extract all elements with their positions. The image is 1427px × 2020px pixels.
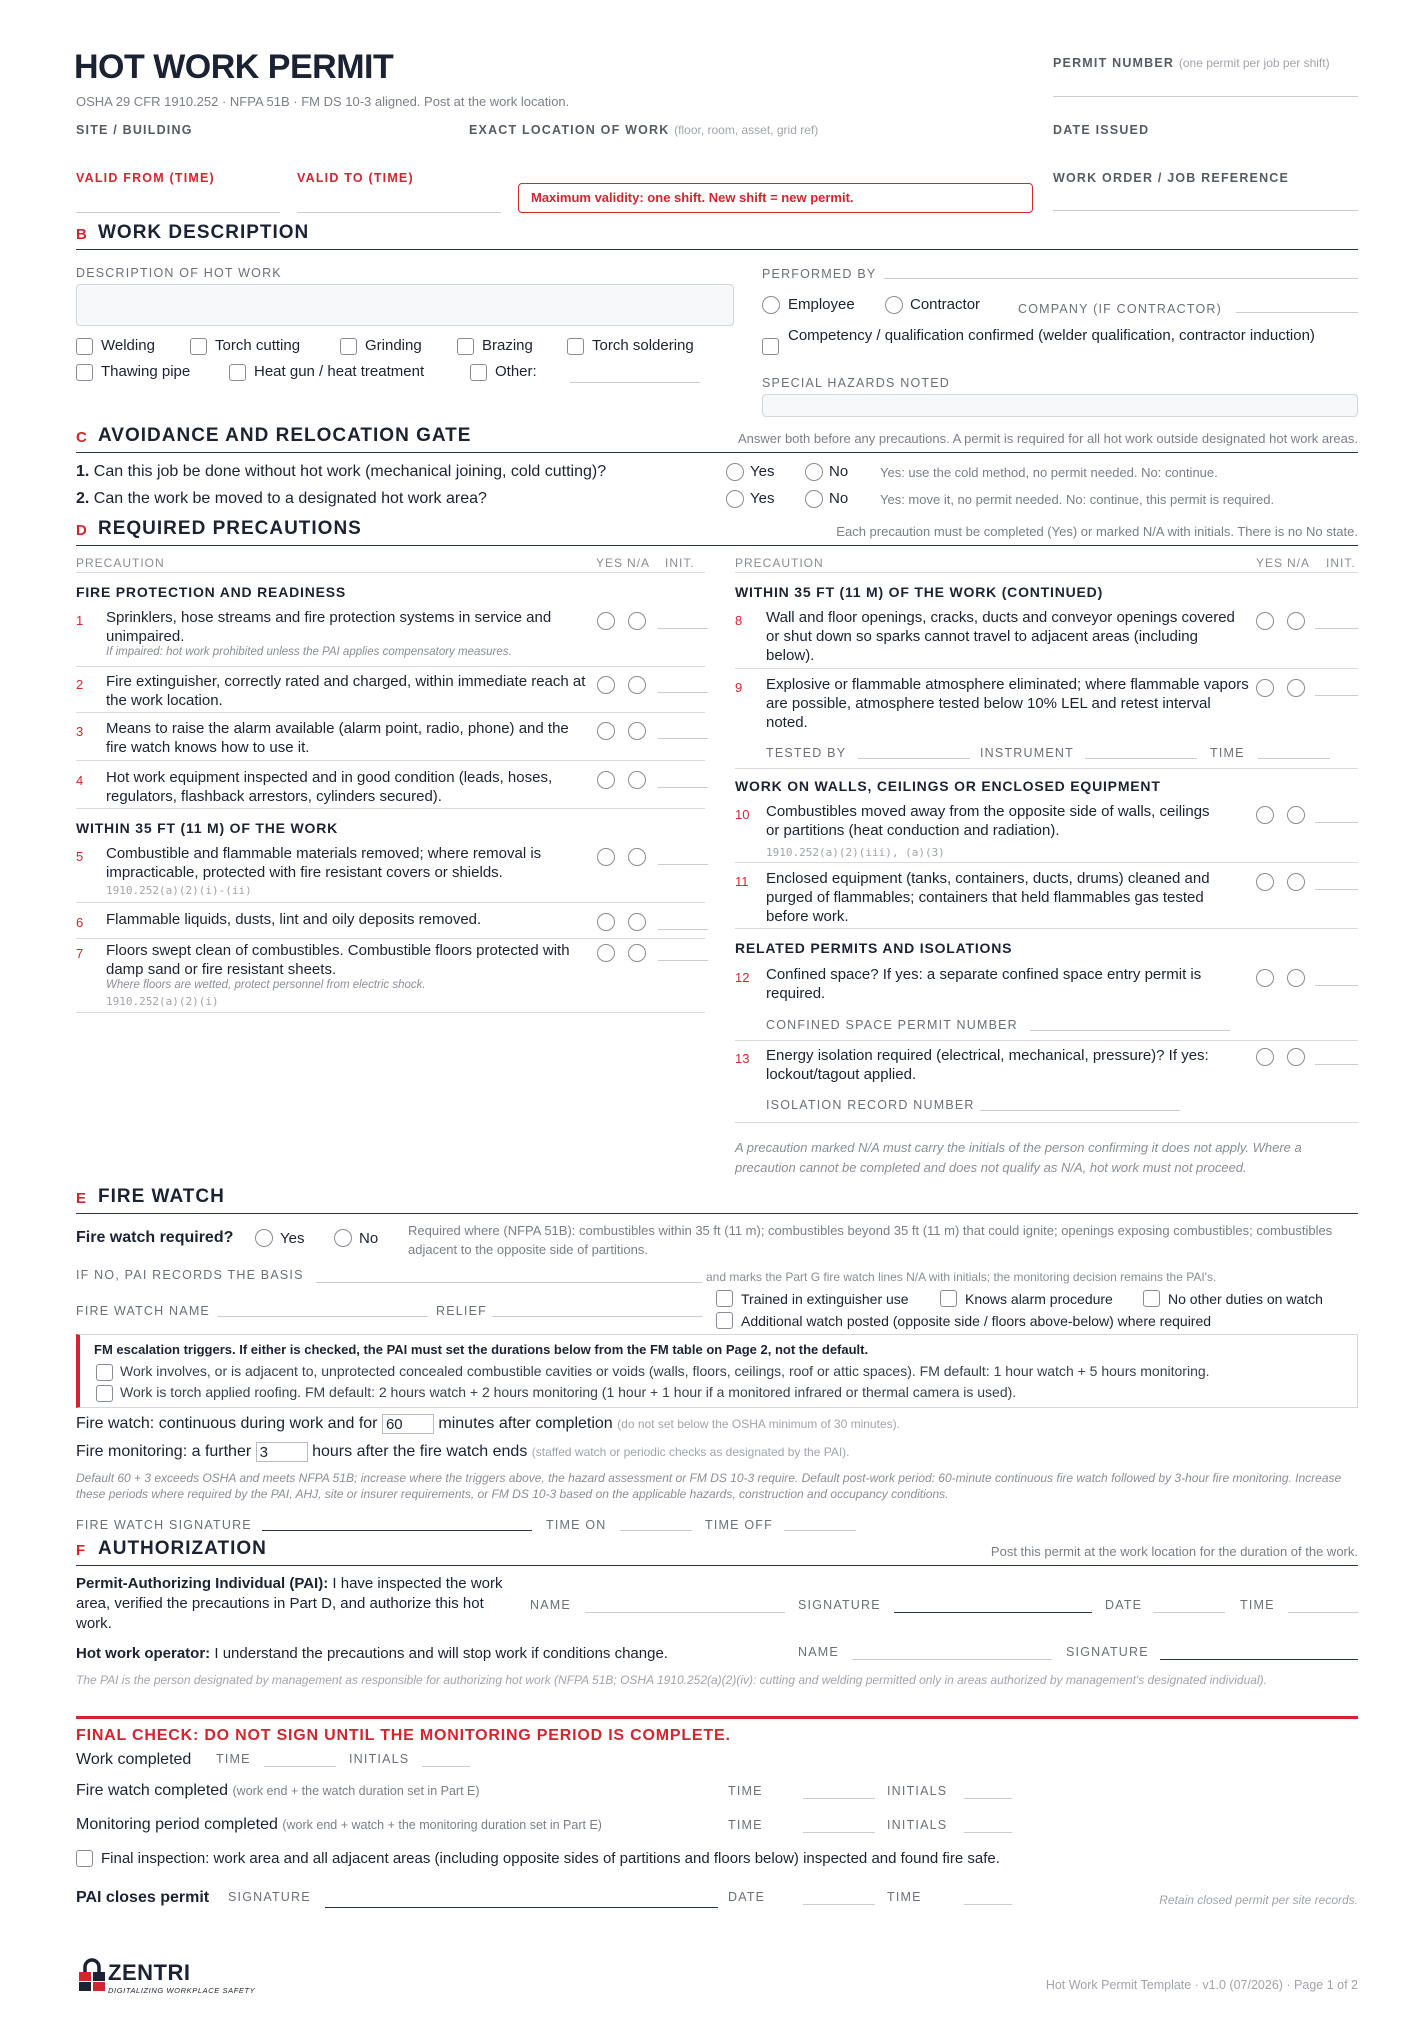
item-9-initials[interactable]: [1315, 695, 1358, 696]
type-other-label: Other:: [495, 363, 537, 380]
operator-signature-field[interactable]: [1160, 1659, 1358, 1660]
type-other-field[interactable]: [570, 382, 700, 383]
section-f-header: F AUTHORIZATION Post this permit at the work location for the duration of the work.: [76, 1536, 1358, 1566]
page-title: HOT WORK PERMIT: [74, 48, 394, 86]
item-11-text: Enclosed equipment (tanks, containers, ducts, drums) cleaned and purged of flammables; containers that held flammables gas tested before work.: [766, 870, 1210, 925]
q2-no-radio[interactable]: [805, 490, 823, 508]
work-completed-initials-field[interactable]: [422, 1766, 470, 1767]
precautions-footer-note: A precaution marked N/A must carry the initials of the person confirming it does not apply. Where a precaution cannot be completed and does not qualify as N/A, hot work must not proceed.: [735, 1140, 1302, 1175]
item-4-initials[interactable]: [658, 787, 708, 788]
permit-number-field[interactable]: [1053, 96, 1358, 97]
item-6-yes-radio[interactable]: [597, 913, 615, 931]
test-time-label: TIME: [1210, 746, 1245, 760]
q1-note: Yes: use the cold method, no permit needed. No: continue.: [880, 465, 1218, 480]
item-4-yes-radio[interactable]: [597, 771, 615, 789]
item-3-number: 3: [76, 724, 84, 739]
monitoring-completed-time-field[interactable]: [803, 1832, 875, 1833]
employee-label: Employee: [788, 296, 855, 313]
item-4-number: 4: [76, 773, 84, 788]
zentri-logo: [78, 1958, 278, 2000]
fm-escalation-box: [76, 1334, 1358, 1408]
employee-radio[interactable]: [762, 296, 780, 314]
item-3-na-radio[interactable]: [628, 722, 646, 740]
gate-question-1: 1. Can this job be done without hot work (mechanical joining, cold cutting)?: [76, 463, 607, 480]
work-completed-time-label: TIME: [216, 1752, 251, 1766]
q1-yes-label: Yes: [750, 463, 775, 480]
isolation-field[interactable]: [980, 1110, 1180, 1111]
page-info: Hot Work Permit Template · v1.0 (07/2026) · Page 1 of 2: [1045, 1978, 1358, 1992]
item-5-initials[interactable]: [658, 864, 708, 865]
valid-from-field[interactable]: [76, 212, 280, 213]
default-durations-note: Default 60 + 3 exceeds OSHA and meets NFPA 51B; increase where the triggers above, the hazard assessment or FM DS 10-3 require. Default post-work period: 60-minute continuous fire watch followed by 3-hour fire monitoring. Increase these periods where required by the PAI, AHJ, site or insurer requirements, or FM DS 10-3 based on the applicable hazards, construction and occupancy conditions.: [76, 1471, 1342, 1501]
section-c-header: C AVOIDANCE AND RELOCATION GATE Answer both before any precautions. A permit is required for all hot work outside designated hot work areas.: [76, 423, 1358, 453]
fire-watch-duration: Fire watch: continuous during work and for 60 minutes after completion (do not set below the OSHA minimum of 30 minutes).: [76, 1415, 900, 1433]
fm-escalation-title: FM escalation triggers. If either is checked, the PAI must set the durations below from the FM table on Page 2, not the default.: [94, 1342, 869, 1357]
type-welding-label: Welding: [101, 337, 155, 354]
brand-name: ZENTRI: [108, 1960, 191, 1985]
item-13-number: 13: [735, 1051, 750, 1066]
if-no-label: IF NO, PAI RECORDS THE BASIS: [76, 1268, 304, 1282]
item-2-number: 2: [76, 677, 84, 692]
fm-trigger-1-checkbox[interactable]: [96, 1364, 113, 1381]
work-completed-initials-label: INITIALS: [349, 1752, 410, 1766]
pai-closes-time-label: TIME: [887, 1890, 922, 1904]
left-col-yes: YES: [596, 556, 624, 570]
item-7-number: 7: [76, 946, 84, 961]
work-completed-time-field[interactable]: [264, 1766, 336, 1767]
fire-watch-name-label: FIRE WATCH NAME: [76, 1304, 210, 1318]
hazards-input[interactable]: [762, 394, 1358, 417]
type-heat-gun-label: Heat gun / heat treatment: [254, 363, 425, 380]
item-7-note: Where floors are wetted, protect personnel from electric shock.: [106, 979, 426, 991]
description-label: DESCRIPTION OF HOT WORK: [76, 266, 282, 280]
final-inspection-checkbox[interactable]: [76, 1850, 93, 1867]
pai-time-field[interactable]: [1288, 1612, 1358, 1613]
type-torch-cutting-label: Torch cutting: [215, 337, 301, 354]
confined-permit-field[interactable]: [1030, 1030, 1230, 1031]
type-brazing-checkbox[interactable]: [457, 338, 474, 355]
type-torch-cutting-checkbox[interactable]: [190, 338, 207, 355]
type-torch-soldering-checkbox[interactable]: [567, 338, 584, 355]
type-heat-gun-checkbox[interactable]: [229, 364, 246, 381]
item-4-na-radio[interactable]: [628, 771, 646, 789]
company-label: COMPANY (IF CONTRACTOR): [1018, 302, 1222, 316]
item-6-na-radio[interactable]: [628, 913, 646, 931]
item-4-text: Hot work equipment inspected and in good condition (leads, hoses, regulators, flashback arrestors, cylinders secured).: [106, 769, 553, 805]
item-5-number: 5: [76, 849, 84, 864]
no-other-duties-label: No other duties on watch: [1168, 1291, 1323, 1307]
brand-tagline: DIGITALIZING WORKPLACE SAFETY: [108, 1986, 256, 1995]
fire-watch-completed-label: Fire watch completed (work end + the watch duration set in Part E): [76, 1782, 480, 1799]
item-12-text: Confined space? If yes: a separate confined space entry permit is required.: [766, 966, 1202, 1002]
pai-signature-label: SIGNATURE: [798, 1598, 881, 1612]
time-on-label: TIME ON: [546, 1518, 607, 1532]
item-3-text: Means to raise the alarm available (alarm point, radio, phone) and the fire watch knows how to use it.: [106, 720, 569, 756]
fire-watch-required-question: Fire watch required?: [76, 1229, 234, 1246]
item-8-number: 8: [735, 613, 743, 628]
item-7-yes-radio[interactable]: [597, 944, 615, 962]
tested-by-field[interactable]: [858, 758, 970, 759]
pai-time-label: TIME: [1240, 1598, 1275, 1612]
item-12-na-radio[interactable]: [1287, 969, 1305, 987]
item-13-yes-radio[interactable]: [1256, 1048, 1274, 1066]
pai-closes-date-label: DATE: [728, 1890, 766, 1904]
item-12-yes-radio[interactable]: [1256, 969, 1274, 987]
item-13-na-radio[interactable]: [1287, 1048, 1305, 1066]
item-1-number: 1: [76, 613, 84, 628]
hazards-label: SPECIAL HAZARDS NOTED: [762, 376, 950, 390]
contractor-radio[interactable]: [885, 296, 903, 314]
item-8-yes-radio[interactable]: [1256, 612, 1274, 630]
final-inspection-label: Final inspection: work area and all adjacent areas (including opposite sides of partitions and floors below) inspected and found fire safe.: [101, 1850, 1000, 1867]
q2-yes-label: Yes: [750, 490, 775, 507]
no-other-duties-checkbox[interactable]: [1143, 1290, 1160, 1307]
retain-note: Retain closed permit per site records.: [1159, 1893, 1358, 1907]
right-col-init: INIT.: [1326, 556, 1356, 570]
monitoring-completed-initials-label: INITIALS: [887, 1818, 948, 1832]
work-order-field[interactable]: [1053, 210, 1358, 211]
valid-to-field[interactable]: [297, 212, 501, 213]
item-13-text: Energy isolation required (electrical, mechanical, pressure)? If yes: lockout/tagout applied.: [766, 1047, 1209, 1083]
section-e-header: E FIRE WATCH: [76, 1184, 1358, 1214]
fm-trigger-2-checkbox[interactable]: [96, 1385, 113, 1402]
time-off-label: TIME OFF: [705, 1518, 773, 1532]
instrument-label: INSTRUMENT: [980, 746, 1074, 760]
pai-closes-label: PAI closes permit: [76, 1889, 210, 1906]
monitoring-hours-input[interactable]: 3: [256, 1442, 308, 1462]
fire-watch-completed-initials-field[interactable]: [964, 1798, 1012, 1799]
knows-alarm-checkbox[interactable]: [940, 1290, 957, 1307]
item-7-ref: 1910.252(a)(2)(i): [106, 995, 219, 1008]
left-col-na: N/A: [627, 556, 651, 570]
item-3-yes-radio[interactable]: [597, 722, 615, 740]
item-12-initials[interactable]: [1315, 985, 1358, 986]
item-9-number: 9: [735, 680, 743, 695]
item-8-initials[interactable]: [1315, 628, 1358, 629]
right-col-precaution: PRECAUTION: [735, 556, 824, 570]
item-11-initials[interactable]: [1315, 889, 1358, 890]
pai-statement: Permit-Authorizing Individual (PAI): I have inspected the work area, verified the precautions in Part D, and authorize this hot work.: [76, 1575, 503, 1632]
section-b-header: B WORK DESCRIPTION: [76, 220, 1358, 250]
q2-note: Yes: move it, no permit needed. No: continue, this permit is required.: [880, 492, 1275, 507]
additional-watch-label: Additional watch posted (opposite side / floors above-below) where required: [741, 1313, 1212, 1329]
date-issued-label: DATE ISSUED: [1053, 123, 1150, 137]
fire-watch-yes-label: Yes: [280, 1230, 305, 1247]
item-10-text: Combustibles moved away from the opposite side of walls, ceilings or partitions (heat conduction and radiation).: [766, 803, 1210, 839]
gate-question-2: 2. Can the work be moved to a designated hot work area?: [76, 490, 487, 507]
q2-yes-radio[interactable]: [726, 490, 744, 508]
pai-closes-date-field[interactable]: [803, 1904, 875, 1905]
operator-name-field[interactable]: [852, 1659, 1052, 1660]
item-1-note: If impaired: hot work prohibited unless the PAI applies compensatory measures.: [106, 646, 512, 658]
item-10-number: 10: [735, 807, 750, 822]
trained-label: Trained in extinguisher use: [741, 1291, 909, 1307]
item-10-na-radio[interactable]: [1287, 806, 1305, 824]
relief-field[interactable]: [492, 1316, 702, 1317]
pai-closes-signature-label: SIGNATURE: [228, 1890, 311, 1904]
item-5-text: Combustible and flammable materials removed; where removal is impracticable, protected with fire resistant covers or shields.: [106, 845, 542, 881]
time-off-field[interactable]: [784, 1530, 856, 1531]
competency-label: Competency / qualification confirmed (welder qualification, contractor induction): [788, 327, 1315, 344]
fire-watch-completed-time-label: TIME: [728, 1784, 763, 1798]
fire-monitoring-duration: Fire monitoring: a further 3 hours after the fire watch ends (staffed watch or periodic checks as designated by the PAI).: [76, 1443, 850, 1461]
operator-statement: Hot work operator: I understand the precautions and will stop work if conditions change.: [76, 1645, 668, 1662]
fire-watch-name-field[interactable]: [218, 1316, 428, 1317]
pai-closes-signature-field[interactable]: [325, 1907, 718, 1908]
permit-number-label: PERMIT NUMBER (one permit per job per shift): [1053, 56, 1330, 70]
watch-minutes-input[interactable]: 60: [382, 1414, 434, 1434]
if-no-basis-field[interactable]: [316, 1282, 702, 1283]
item-10-initials[interactable]: [1315, 822, 1358, 823]
operator-name-label: NAME: [798, 1645, 839, 1659]
item-1-na-radio[interactable]: [628, 612, 646, 630]
fire-watch-yes-radio[interactable]: [255, 1229, 273, 1247]
group-within-35ft: WITHIN 35 FT (11 M) OF THE WORK: [76, 820, 339, 836]
q2-no-label: No: [829, 490, 849, 507]
item-2-na-radio[interactable]: [628, 676, 646, 694]
operator-signature-label: SIGNATURE: [1066, 1645, 1149, 1659]
type-torch-soldering-label: Torch soldering: [592, 337, 694, 354]
pai-definition-note: The PAI is the person designated by management as responsible for authorizing hot work (NFPA 51B; OSHA 1910.252(a)(2)(iv): cutting and welding permitted only in areas authorized by management's designated individual).: [76, 1673, 1267, 1687]
item-1-initials[interactable]: [658, 628, 708, 629]
item-8-text: Wall and floor openings, cracks, ducts and conveyor openings covered or shut down so sparks cannot travel to adjacent areas (including below).: [766, 609, 1235, 664]
item-9-yes-radio[interactable]: [1256, 679, 1274, 697]
fire-watch-signature-field[interactable]: [262, 1530, 532, 1531]
confined-permit-label: CONFINED SPACE PERMIT NUMBER: [766, 1018, 1018, 1032]
type-grinding-checkbox[interactable]: [340, 338, 357, 355]
item-2-yes-radio[interactable]: [597, 676, 615, 694]
site-label: SITE / BUILDING: [76, 123, 193, 137]
fire-watch-required-note: Required where (NFPA 51B): combustibles within 35 ft (11 m); combustibles beyond 35 ft (11 m) that could ignite; openings exposing combustibles; combustibles adjacent to the opposite side of partitions.: [408, 1223, 1333, 1257]
type-thawing-pipe-checkbox[interactable]: [76, 364, 93, 381]
item-8-na-radio[interactable]: [1287, 612, 1305, 630]
left-col-init: INIT.: [665, 556, 695, 570]
fire-watch-no-radio[interactable]: [334, 1229, 352, 1247]
left-col-precaution: PRECAUTION: [76, 556, 165, 570]
right-col-na: N/A: [1287, 556, 1311, 570]
instrument-field[interactable]: [1085, 758, 1197, 759]
company-field[interactable]: [1236, 312, 1358, 313]
pai-closes-time-field[interactable]: [964, 1904, 1012, 1905]
pai-date-label: DATE: [1105, 1598, 1143, 1612]
logo-lock-icon: [78, 1958, 106, 1992]
item-5-na-radio[interactable]: [628, 848, 646, 866]
fm-trigger-1-label: Work involves, or is adjacent to, unprotected concealed combustible cavities or voids (walls, floors, ceilings, roof or attic spaces). FM default: 1 hour watch + 5 hours monitoring.: [120, 1363, 1210, 1379]
time-on-field[interactable]: [620, 1530, 692, 1531]
q1-yes-radio[interactable]: [726, 463, 744, 481]
trained-checkbox[interactable]: [716, 1290, 733, 1307]
item-6-number: 6: [76, 915, 84, 930]
monitoring-completed-label: Monitoring period completed (work end + watch + the monitoring duration set in Part E): [76, 1816, 602, 1833]
fire-watch-no-label: No: [359, 1230, 379, 1247]
item-7-na-radio[interactable]: [628, 944, 646, 962]
item-11-na-radio[interactable]: [1287, 873, 1305, 891]
group-walls-ceilings: WORK ON WALLS, CEILINGS OR ENCLOSED EQUIPMENT: [735, 778, 1161, 794]
additional-watch-checkbox[interactable]: [716, 1312, 733, 1329]
if-no-note: and marks the Part G fire watch lines N/A with initials; the monitoring decision remains the PAI's.: [706, 1270, 1217, 1284]
item-5-yes-radio[interactable]: [597, 848, 615, 866]
item-1-yes-radio[interactable]: [597, 612, 615, 630]
relief-label: RELIEF: [436, 1304, 487, 1318]
item-3-initials[interactable]: [658, 738, 708, 739]
item-10-ref: 1910.252(a)(2)(iii), (a)(3): [766, 846, 945, 859]
item-7-initials[interactable]: [658, 960, 708, 961]
monitoring-completed-time-label: TIME: [728, 1818, 763, 1832]
type-grinding-label: Grinding: [365, 337, 422, 354]
item-13-initials[interactable]: [1315, 1064, 1358, 1065]
final-check-title: FINAL CHECK: DO NOT SIGN UNTIL THE MONITORING PERIOD IS COMPLETE.: [76, 1727, 731, 1744]
item-1-text: Sprinklers, hose streams and fire protection systems in service and unimpaired.: [106, 609, 552, 645]
item-2-text: Fire extinguisher, correctly rated and charged, within immediate reach at the work location.: [106, 673, 586, 709]
tested-by-label: TESTED BY: [766, 746, 847, 760]
pai-signature-field[interactable]: [894, 1612, 1092, 1613]
fire-watch-signature-label: FIRE WATCH SIGNATURE: [76, 1518, 252, 1532]
item-6-initials[interactable]: [658, 929, 708, 930]
fm-trigger-2-label: Work is torch applied roofing. FM default: 2 hours watch + 2 hours monitoring (1 hour + 1 hour if a monitored infrared or thermal camera is used).: [120, 1384, 1017, 1400]
right-col-yes: YES: [1256, 556, 1284, 570]
location-label: EXACT LOCATION OF WORK (floor, room, asset, grid ref): [469, 123, 819, 137]
type-thawing-pipe-label: Thawing pipe: [101, 363, 191, 380]
group-related-permits: RELATED PERMITS AND ISOLATIONS: [735, 940, 1013, 956]
pai-name-label: NAME: [530, 1598, 571, 1612]
competency-checkbox[interactable]: [762, 338, 779, 355]
type-brazing-label: Brazing: [482, 337, 533, 354]
item-2-initials[interactable]: [658, 692, 708, 693]
q1-no-label: No: [829, 463, 849, 480]
fire-watch-completed-time-field[interactable]: [803, 1798, 875, 1799]
item-11-yes-radio[interactable]: [1256, 873, 1274, 891]
item-7-text: Floors swept clean of combustibles. Combustible floors protected with damp sand or fire resistant sheets.: [106, 942, 570, 978]
page-subtitle: OSHA 29 CFR 1910.252 · NFPA 51B · FM DS 10-3 aligned. Post at the work location.: [76, 94, 570, 109]
item-10-yes-radio[interactable]: [1256, 806, 1274, 824]
item-5-ref: 1910.252(a)(2)(i)-(ii): [106, 884, 252, 897]
group-within-35ft-continued: WITHIN 35 FT (11 M) OF THE WORK (CONTINUED): [735, 584, 1104, 600]
final-check-rule: [76, 1716, 1358, 1719]
section-d-header: D REQUIRED PRECAUTIONS Each precaution must be completed (Yes) or marked N/A with initials. There is no No state.: [76, 516, 1358, 546]
valid-to-label: VALID TO (TIME): [297, 171, 414, 185]
type-welding-checkbox[interactable]: [76, 338, 93, 355]
q1-no-radio[interactable]: [805, 463, 823, 481]
item-11-number: 11: [735, 874, 749, 889]
knows-alarm-label: Knows alarm procedure: [965, 1291, 1113, 1307]
test-time-field[interactable]: [1258, 758, 1330, 759]
pai-date-field[interactable]: [1153, 1612, 1225, 1613]
item-9-na-radio[interactable]: [1287, 679, 1305, 697]
contractor-label: Contractor: [910, 296, 981, 313]
valid-from-label: VALID FROM (TIME): [76, 171, 215, 185]
validity-warning: Maximum validity: one shift. New shift = new permit.: [518, 183, 1033, 213]
isolation-label: ISOLATION RECORD NUMBER: [766, 1098, 975, 1112]
monitoring-completed-initials-field[interactable]: [964, 1832, 1012, 1833]
pai-name-field[interactable]: [585, 1612, 785, 1613]
description-input[interactable]: [76, 284, 734, 326]
group-fire-protection: FIRE PROTECTION AND READINESS: [76, 584, 347, 600]
fire-watch-completed-initials-label: INITIALS: [887, 1784, 948, 1798]
item-12-number: 12: [735, 970, 750, 985]
work-completed-label: Work completed: [76, 1751, 192, 1768]
item-9-text: Explosive or flammable atmosphere eliminated; where flammable vapors are possible, atmosphere tested below 10% LEL and retest interval noted.: [766, 676, 1249, 731]
type-other-checkbox[interactable]: [470, 364, 487, 381]
item-6-text: Flammable liquids, dusts, lint and oily deposits removed.: [106, 911, 482, 928]
work-order-label: WORK ORDER / JOB REFERENCE: [1053, 171, 1290, 185]
performed-by-label: PERFORMED BY: [762, 267, 877, 281]
performed-by-field[interactable]: [884, 278, 1358, 279]
